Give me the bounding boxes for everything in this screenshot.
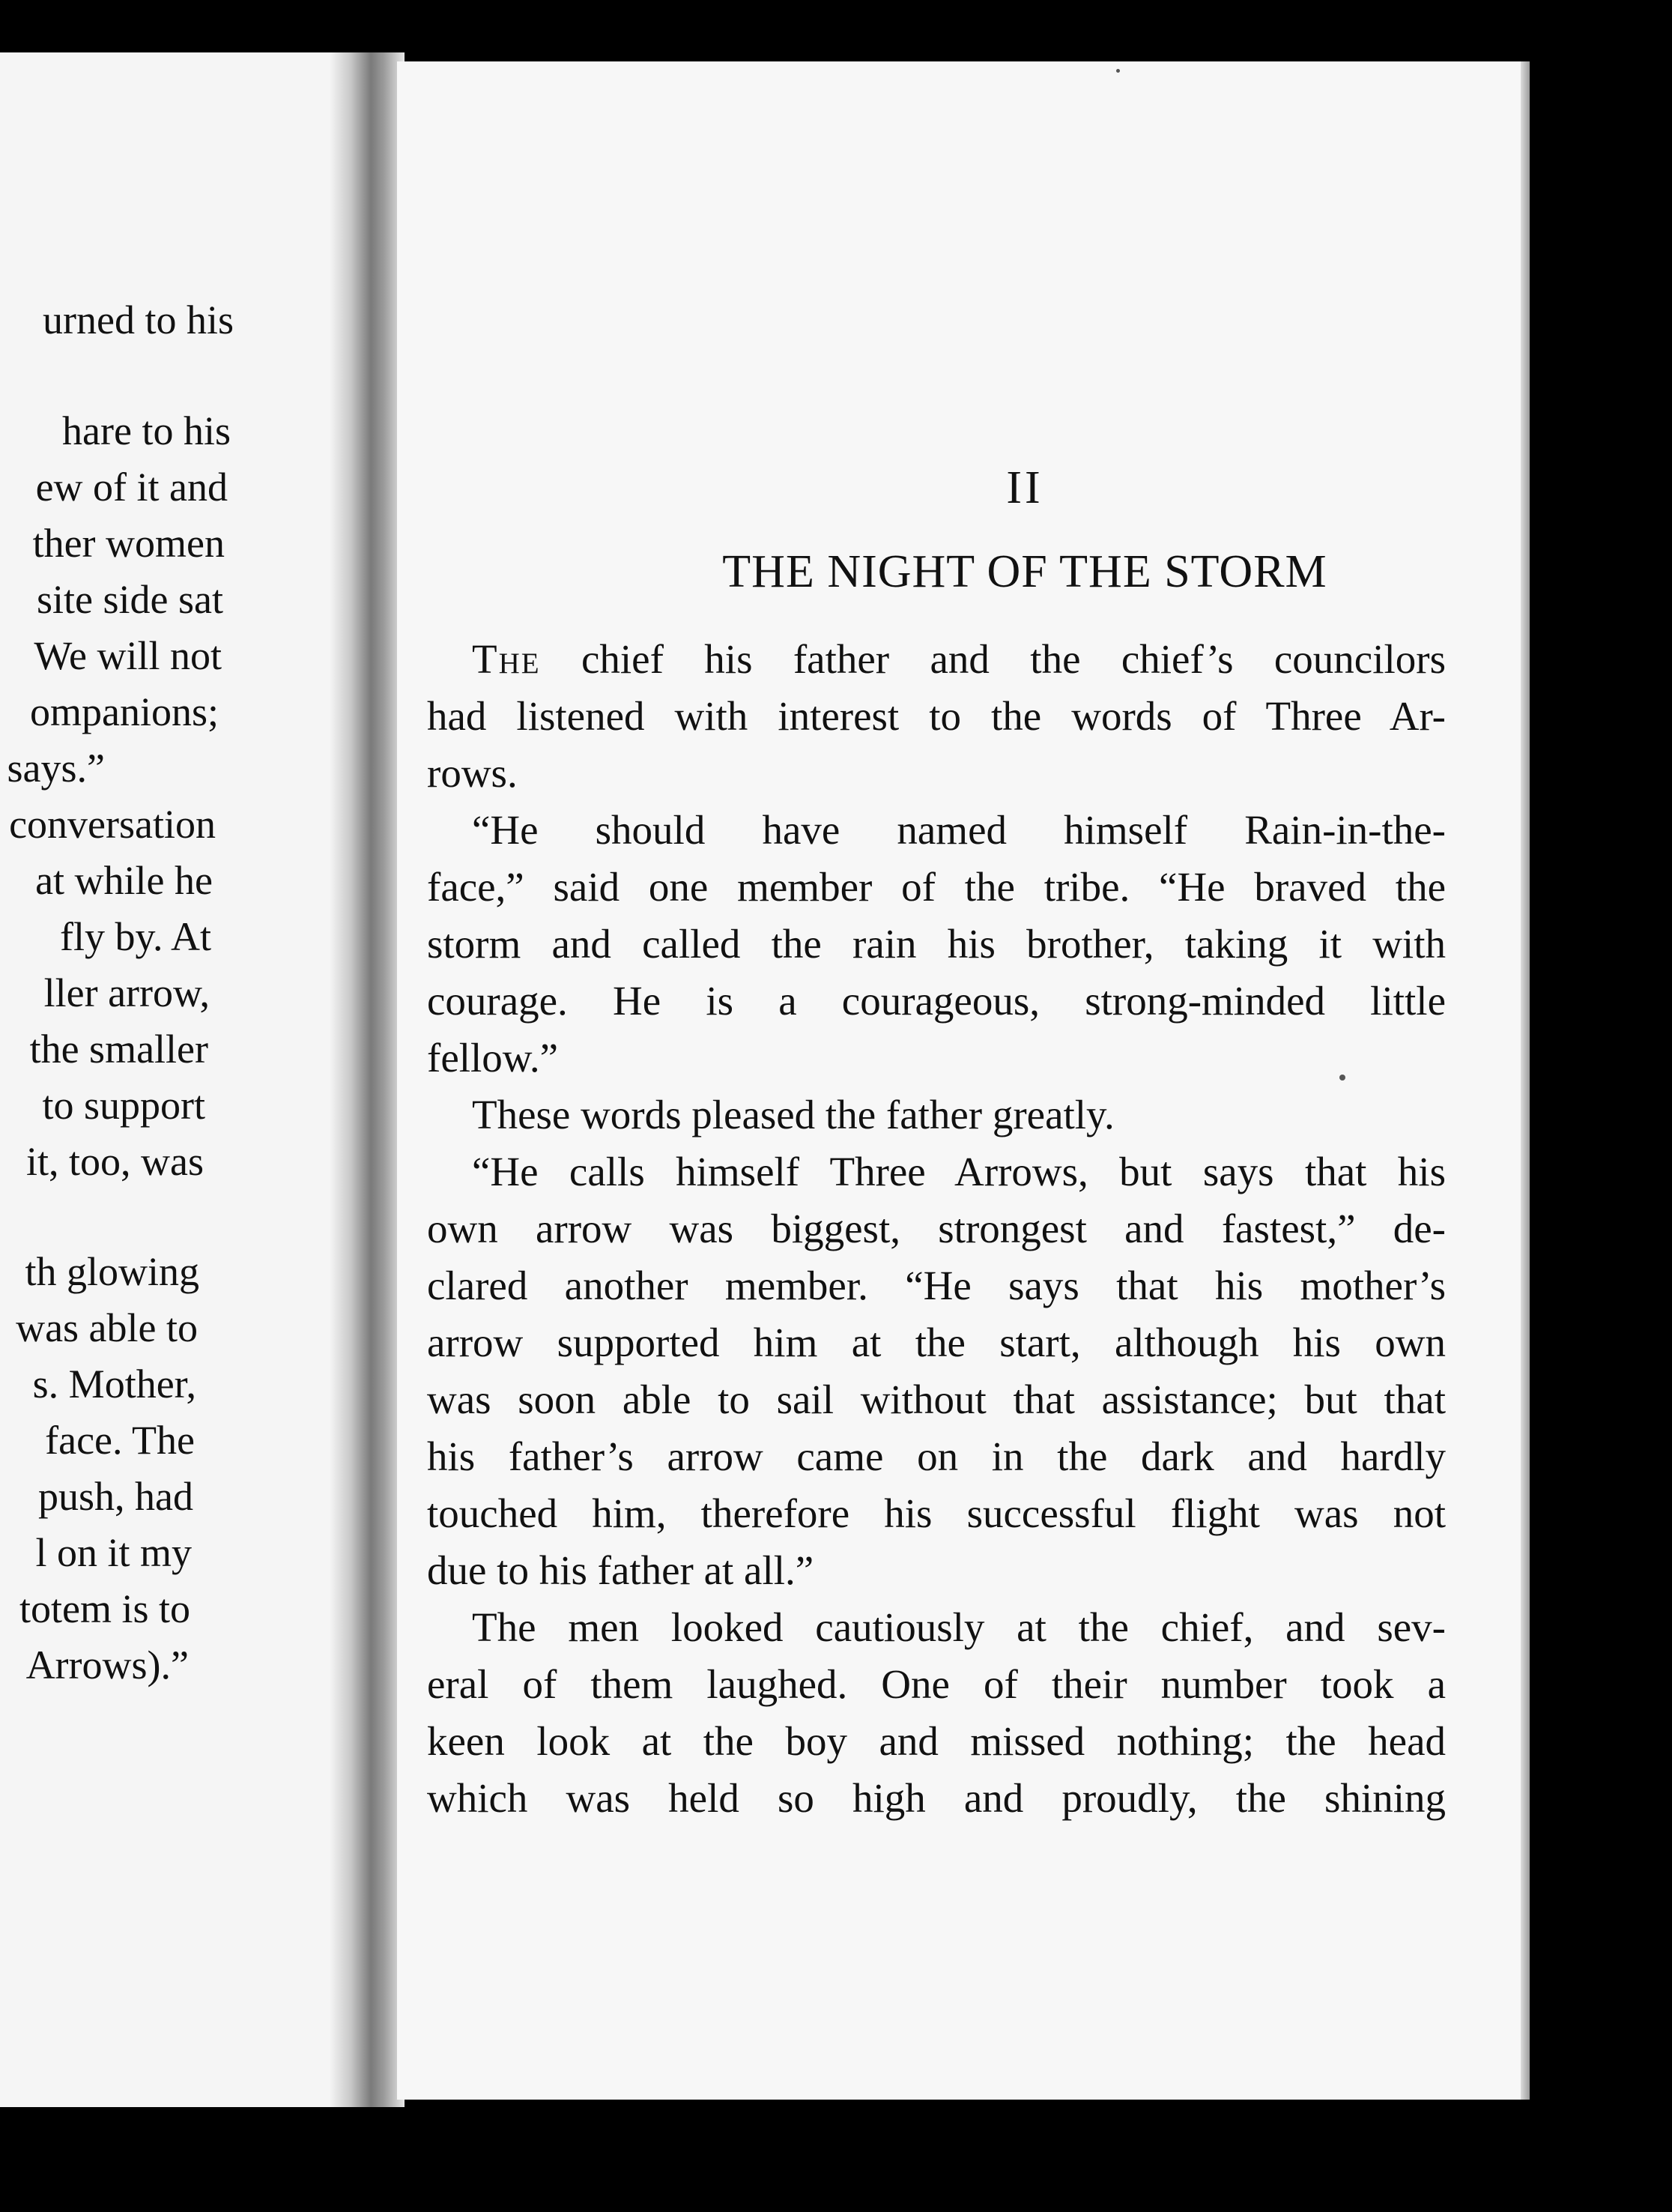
- left-page: [0, 52, 352, 2107]
- left-page-line: says.”: [7, 746, 105, 791]
- paragraph-line: eral of them laughed. One of their number took a: [427, 1661, 1446, 1707]
- paragraph-line: due to his father at all.”: [427, 1547, 814, 1593]
- paragraph-line: fellow.”: [427, 1035, 559, 1081]
- left-page-line: ther women: [32, 521, 225, 566]
- chapter-number: II: [1006, 462, 1044, 513]
- lead-word: The: [472, 636, 541, 682]
- chapter-title: THE NIGHT OF THE STORM: [722, 546, 1327, 597]
- paragraph-line: which was held so high and proudly, the shining: [427, 1775, 1446, 1821]
- paragraph-line: rows.: [427, 750, 518, 796]
- page-edge: [1521, 61, 1530, 2100]
- paragraph-line: face,” said one member of the tribe. “He braved the: [427, 864, 1446, 910]
- left-page-line: urned to his: [43, 297, 234, 342]
- paragraph-line: “He should have named himself Rain-in-the-: [472, 807, 1446, 853]
- left-page-line: was able to: [16, 1305, 198, 1350]
- paragraph-line: The men looked cautiously at the chief, and sev-: [472, 1604, 1446, 1650]
- left-page-line: l on it my: [35, 1530, 192, 1575]
- left-page-line: fly by. At: [60, 914, 211, 959]
- paragraph-line: was soon able to sail without that assistance; but that: [427, 1377, 1446, 1422]
- paragraph-line: These words pleased the father greatly.: [472, 1092, 1115, 1137]
- left-page-line: totem is to: [19, 1586, 190, 1631]
- paragraph-line: The chief his father and the chief’s councilors: [472, 636, 1447, 682]
- left-page-line: the smaller: [29, 1027, 208, 1072]
- paragraph-line: clared another member. “He says that his mother’s: [427, 1263, 1446, 1308]
- book-gutter: [330, 52, 405, 2107]
- left-page-line: face. The: [45, 1418, 195, 1463]
- left-page-line: hare to his: [62, 408, 231, 453]
- left-page-line: ller arrow,: [43, 970, 210, 1015]
- left-page-line: ew of it and: [35, 465, 228, 510]
- paragraph-line: keen look at the boy and missed nothing; the head: [427, 1718, 1446, 1764]
- paragraph-line: storm and called the rain his brother, taking it with: [427, 921, 1446, 967]
- left-page-line: site side sat: [37, 577, 223, 622]
- paragraph-line: “He calls himself Three Arrows, but says that his: [472, 1149, 1446, 1194]
- paragraph-line: own arrow was biggest, strongest and fastest,” de-: [427, 1206, 1446, 1251]
- paragraph-line: touched him, therefore his successful flight was not: [427, 1490, 1446, 1536]
- left-page-line: at while he: [35, 858, 213, 903]
- left-page-line: Arrows).”: [25, 1643, 189, 1687]
- left-page-line: it, too, was: [26, 1139, 204, 1184]
- left-page-line: to support: [42, 1083, 205, 1128]
- paragraph-line: his father’s arrow came on in the dark and hardly: [427, 1433, 1446, 1479]
- paragraph-line: arrow supported him at the start, although his own: [427, 1320, 1446, 1365]
- left-page-line: ompanions;: [30, 689, 219, 734]
- paragraph-line: courage. He is a courageous, strong-minded little: [427, 978, 1446, 1024]
- left-page-line: s. Mother,: [32, 1362, 196, 1406]
- left-page-line: th glowing: [25, 1249, 199, 1294]
- scan-speck: [1339, 1075, 1345, 1081]
- paragraph-line: had listened with interest to the words of Three Ar-: [427, 693, 1446, 739]
- right-page: [397, 61, 1521, 2100]
- left-page-line: push, had: [38, 1474, 193, 1519]
- scan-speck: [1116, 69, 1120, 73]
- left-page-line: We will not: [34, 633, 222, 678]
- left-page-line: conversation: [9, 802, 216, 847]
